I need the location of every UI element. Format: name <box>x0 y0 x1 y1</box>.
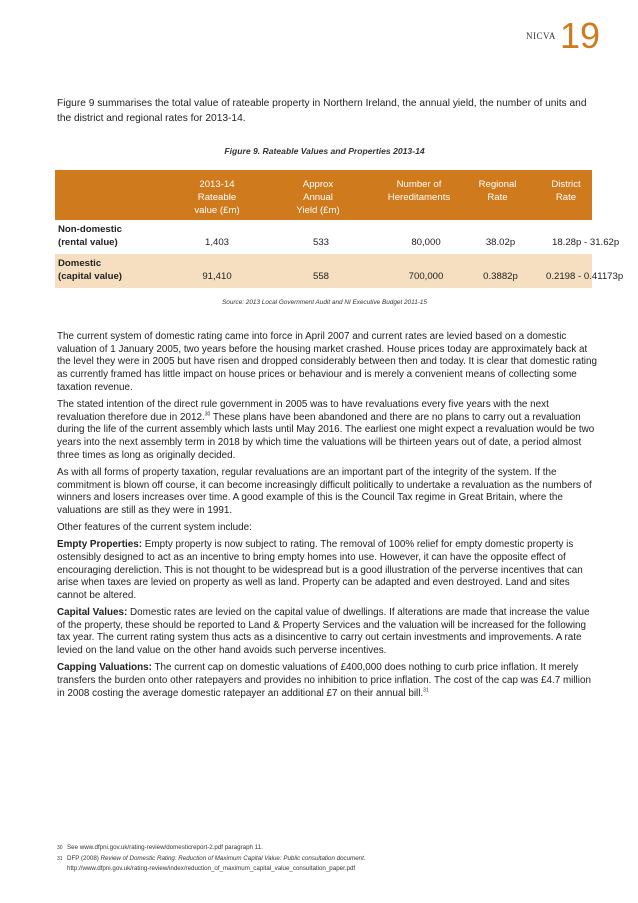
paragraph: Other features of the current system include: <box>57 522 252 534</box>
paragraph <box>57 607 597 658</box>
footnote-ref: 30 <box>204 411 211 418</box>
header-cell-district-rate <box>526 170 592 220</box>
header-text: Annual <box>303 192 333 203</box>
header-text: 2013-14 <box>199 179 235 190</box>
header-text: Regional <box>478 179 517 190</box>
paragraph-text: Domestic rates are levied on the capital value of dwellings. If alterations are made that increase the value of the property, these should be reported to Land & Property Services and the valuation will be increased for the following tax year. The current rating system thus acts as a disincentive to carry out certain investments and improvements. A rate levied on the land value on the other hand avoids such perverse incentives. <box>57 607 590 657</box>
header-text: District <box>551 179 581 190</box>
header-text: Rate <box>555 192 577 203</box>
header-text: Approx <box>302 179 334 190</box>
footnote-number: 31 <box>57 856 63 862</box>
header-text: Number of <box>396 179 442 190</box>
paragraph-heading: Empty Properties: <box>57 539 143 551</box>
table-cell: 80,000 <box>411 237 441 248</box>
table-cell: 91,410 <box>202 271 232 282</box>
table-row <box>55 254 624 288</box>
paragraph <box>57 539 597 603</box>
row-label <box>55 254 167 288</box>
header-cell-annual-yield <box>267 170 369 220</box>
paragraph-heading: Capital Values: <box>57 607 128 619</box>
figure-source: Source: 2013 Local Government Audit and NI Executive Budget 2011-15 <box>222 299 427 306</box>
header-cell-regional-rate <box>469 170 526 220</box>
paragraph-text: The stated intention of the direct rule government in 2005 was to have revaluations every five years with the next revaluation therefore due in 2012. <box>57 398 549 423</box>
header-org: NICVA <box>526 31 556 41</box>
footnote-text <box>67 854 597 874</box>
footnotes <box>57 843 597 875</box>
table-row <box>55 220 620 254</box>
table-cell: 0.3882p <box>483 271 518 282</box>
paragraph-text: Empty property is now subject to rating. The removal of 100% relief for empty domestic property is ostensibly designed to act as an incentive to bring empty homes into use. However, it can have the opposite effect of encouraging dereliction. This is not thought to be widespread but is a good illustration of the perverse incentives that can arise when taxes are levied on property as well as land. Property can be adapted and even destroyed. Land and sites cannot be altered. <box>57 539 583 601</box>
paragraph: The current system of domestic rating came into force in April 2007 and current rates are levied based on a domestic valuation of 1 January 2005, two years before the housing market crashed. House prices today are approximately back at the level they were in 2005 but have risen and dropped considerably between then and today. It is clear that domestic rating as currently framed has little impact on house prices or behaviour and is merely a convenient means of collecting some taxation revenue. <box>57 331 597 393</box>
footnote <box>57 854 597 874</box>
table-cell: 1,403 <box>204 237 229 248</box>
footnote-link[interactable]: http://www.dfpni.gov.uk/rating-review/index/reduction_of_maximum_capital_value_consultation_paper.pdf <box>67 865 356 872</box>
footnote-title: Review of Domestic Rating: Reduction of Maximum Capital Value: Public consultation document. <box>100 855 366 862</box>
footnote <box>57 843 597 853</box>
header-cell-rateable-value <box>167 170 267 220</box>
body-text <box>57 331 597 705</box>
header-text: value (£m) <box>194 205 240 216</box>
paragraph-text: These plans have been abandoned and there are no plans to carry out a revaluation during the life of the current assembly which lasts until May 2016. The earliest one might expect a revaluation would be two years into the next assembly term in 2018 by which time the valuations will be thirteen years out of date, a period almost three times as long as originally decided. <box>57 411 595 461</box>
header-cell-hereditaments <box>369 170 469 220</box>
header-text: Hereditaments <box>387 192 451 203</box>
header-text: Yield (£m) <box>296 205 340 216</box>
table-cell: 38.02p <box>485 237 516 248</box>
row-label-line: (capital value) <box>58 271 122 282</box>
table-cell: 558 <box>312 271 329 282</box>
rateable-values-table <box>55 170 624 288</box>
paragraph-heading: Capping Valuations: <box>57 662 152 674</box>
paragraph <box>57 662 597 700</box>
table-cell: 700,000 <box>408 271 444 282</box>
table-cell: 533 <box>312 237 329 248</box>
paragraph-text: The current cap on domestic valuations of £400,000 does nothing to curb price inflation. It merely transfers the burden onto other ratepayers and provides no inhibition to price inflation. The cost of the cap was £4.7 million in 2008 costing the average domestic ratepayer an additional £7 on their annual bill. <box>57 662 591 699</box>
row-label-line: Domestic <box>58 258 102 269</box>
footnote-number: 30 <box>57 845 63 851</box>
footnote-text: See www.dfpni.gov.uk/rating-review/domesticreport-2.pdf paragraph 11. <box>67 844 263 851</box>
table-cell: 18.28p - 31.62p <box>552 237 620 248</box>
footnote-text-part: DFP (2008) <box>67 855 101 862</box>
footnote-ref: 31 <box>423 687 429 694</box>
row-label-line: Non-domestic <box>58 224 122 235</box>
page-number: 19 <box>560 15 601 56</box>
row-label <box>55 220 167 254</box>
paragraph: As with all forms of property taxation, regular revaluations are an important part of the integrity of the system. If the commitment is blown off course, it can become increasingly difficult politically to undertake a revaluation as the numbers of winners and losers increases over time. A good example of this is the Council Tax regime in Great Britain, where the valuations are still as they were in 1991. <box>57 466 592 516</box>
table-header-row <box>55 170 592 220</box>
header-text: Rate <box>487 192 508 203</box>
header-text: Rateable <box>197 192 237 203</box>
table-cell: 0.2198 - 0.41173p <box>546 271 624 282</box>
header-cell-empty <box>55 170 167 220</box>
row-label-line: (rental value) <box>58 237 118 248</box>
intro-paragraph: Figure 9 summarises the total value of rateable property in Northern Ireland, the annual yield, the number of units and the district and regional rates for 2013-14. <box>57 98 587 124</box>
figure-caption: Figure 9. Rateable Values and Properties 2013-14 <box>224 146 425 156</box>
paragraph <box>57 399 597 463</box>
